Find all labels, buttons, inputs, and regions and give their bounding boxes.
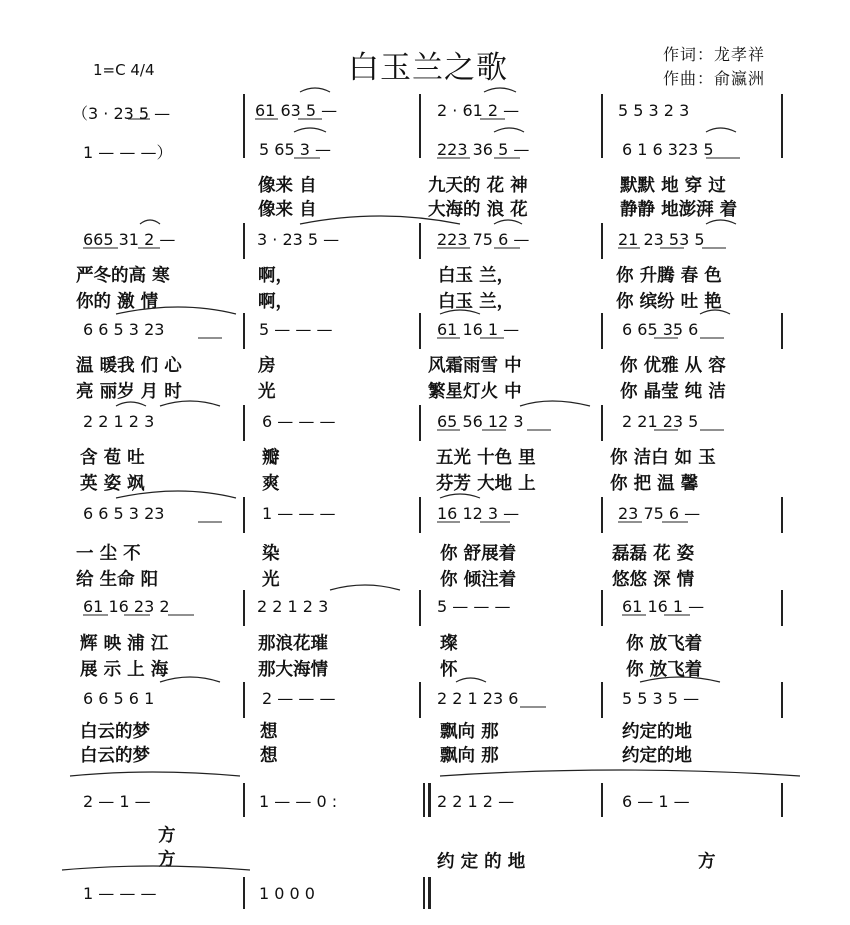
lyric: 飘向 那 — [440, 746, 499, 766]
measure-notes: 61 16 1 — — [622, 597, 705, 616]
measure-notes: 2 2 1 2 3 — [257, 597, 329, 616]
measure-notes: 223 36 5 — — [437, 140, 530, 159]
measure-notes: 665 31 2 — — [83, 230, 176, 249]
lyric: 想 — [260, 746, 278, 766]
lyric: 九天的 花 神 — [428, 176, 528, 196]
lyric: 给 生命 阳 — [76, 570, 159, 590]
lyric: 你 晶莹 纯 洁 — [620, 382, 726, 402]
lyric: 方 — [698, 852, 716, 872]
measure-notes: 5 — — — — [437, 597, 511, 616]
composer-credit: 作曲：俞瀛洲 — [663, 69, 766, 88]
measure-notes: 223 75 6 — — [437, 230, 530, 249]
measure-notes: 2 — 1 — — [83, 792, 151, 811]
lyric: 温 暖我 们 心 — [76, 356, 182, 376]
lyric: 白云的梦 — [80, 722, 150, 742]
lyric: 光 — [258, 382, 276, 402]
measure-notes: 5 5 3 5 — — [622, 689, 700, 708]
measure-notes: 2 2 1 2 — — [437, 792, 515, 811]
lyric: 想 — [260, 722, 278, 742]
measure-notes: （3 · 23 5 — — [72, 104, 171, 123]
lyric: 辉 映 浦 江 — [80, 634, 169, 654]
measure-notes: 1 — — — — [83, 884, 157, 903]
lyric: 风霜雨雪 中 — [428, 356, 522, 376]
lyric: 你 升腾 春 色 — [616, 266, 722, 286]
measure-notes: 6 6 5 6 1 — [83, 689, 155, 708]
lyric: 那大海情 — [258, 660, 328, 680]
measure-notes: 1 0 0 0 — [259, 884, 315, 903]
lyric: 静静 地澎湃 着 — [620, 200, 738, 220]
measure-notes: 6 6 5 3 23 — [83, 504, 165, 523]
lyric: 约定的地 — [622, 746, 692, 766]
measure-notes: 16 12 3 — — [437, 504, 520, 523]
song-title: 白玉兰之歌 — [348, 50, 508, 86]
measure-notes: 5 65 3 — — [259, 140, 331, 159]
lyric: 磊磊 花 姿 — [612, 544, 695, 564]
lyric: 芬芳 大地 上 — [436, 474, 536, 494]
measure-notes: 61 16 23 2 — [83, 597, 170, 616]
measure-notes: 5 — — — — [259, 320, 333, 339]
lyric: 你 洁白 如 玉 — [610, 448, 716, 468]
lyric: 白玉 兰， — [438, 292, 515, 312]
lyric: 英 姿 飒 — [80, 474, 145, 494]
measure-notes: 6 — 1 — — [622, 792, 690, 811]
lyric: 亮 丽岁 月 时 — [76, 382, 182, 402]
measure-notes: 2 — — — — [262, 689, 336, 708]
lyric: 悠悠 深 情 — [612, 570, 695, 590]
lyric: 展 示 上 海 — [80, 660, 169, 680]
lyric: 璨 — [440, 634, 458, 654]
lyric: 光 — [262, 570, 280, 590]
lyric: 五光 十色 里 — [436, 448, 536, 468]
measure-notes: 1 — — —） — [83, 143, 173, 162]
lyric: 你 放飞着 — [626, 660, 703, 680]
measure-notes: 6 6 5 3 23 — [83, 320, 165, 339]
lyric: 啊， — [258, 266, 293, 286]
measure-notes: 5 5 3 2 3 — [618, 101, 690, 120]
lyric: 像来 自 — [258, 200, 317, 220]
lyric: 你 放飞着 — [626, 634, 703, 654]
key-signature: 1=C 4/4 — [93, 61, 155, 79]
lyric: 你 缤纷 吐 艳 — [616, 292, 722, 312]
lyric: 那浪花璀 — [258, 634, 328, 654]
lyric: 像来 自 — [258, 176, 317, 196]
lyric: 方 — [158, 850, 176, 870]
measure-notes: 2 2 1 23 6 — [437, 689, 519, 708]
measure-notes: 61 16 1 — — [437, 320, 520, 339]
lyric: 白玉 兰， — [438, 266, 515, 286]
lyric: 爽 — [262, 474, 280, 494]
lyric: 约定的地 — [622, 722, 692, 742]
measure-notes: 21 23 53 5 — [618, 230, 705, 249]
lyric: 繁星灯火 中 — [428, 382, 522, 402]
measure-notes: 1 — — 0 : — [259, 792, 338, 811]
measure-notes: 6 — — — — [262, 412, 336, 431]
lyric: 你 把 温 馨 — [610, 474, 699, 494]
lyric: 方 — [158, 826, 176, 846]
measure-notes: 1 — — — — [262, 504, 336, 523]
measure-notes: 3 · 23 5 — — [257, 230, 340, 249]
measure-notes: 6 1 6 323 5 — [622, 140, 714, 159]
lyric: 瓣 — [262, 448, 280, 468]
lyric: 飘向 那 — [440, 722, 499, 742]
lyric: 含 苞 吐 — [80, 448, 145, 468]
measure-notes: 23 75 6 — — [618, 504, 701, 523]
lyric: 你 优雅 从 容 — [620, 356, 726, 376]
measure-notes: 61 63 5 — — [255, 101, 338, 120]
lyric: 严冬的高 寒 — [76, 266, 170, 286]
lyric: 白云的梦 — [80, 746, 150, 766]
measure-notes: 6 65 35 6 — [622, 320, 699, 339]
measure-notes: 2 2 1 2 3 — [83, 412, 155, 431]
lyric: 房 — [258, 356, 276, 376]
measure-notes: 65 56 12 3 — [437, 412, 524, 431]
lyric: 默默 地 穿 过 — [620, 176, 726, 196]
measure-notes: 2 · 61 2 — — [437, 101, 520, 120]
lyric: 约 定 的 地 — [437, 852, 526, 872]
lyric: 一 尘 不 — [76, 544, 141, 564]
lyric: 啊， — [258, 292, 293, 312]
lyric: 怀 — [440, 660, 458, 680]
lyric: 你 倾注着 — [440, 570, 517, 590]
measure-notes: 2 21 23 5 — [622, 412, 699, 431]
lyric: 你 舒展着 — [440, 544, 517, 564]
lyricist-credit: 作词：龙孝祥 — [663, 45, 766, 64]
lyric: 染 — [262, 544, 280, 564]
lyric: 你的 激 情 — [76, 292, 159, 312]
lyric: 大海的 浪 花 — [428, 200, 528, 220]
